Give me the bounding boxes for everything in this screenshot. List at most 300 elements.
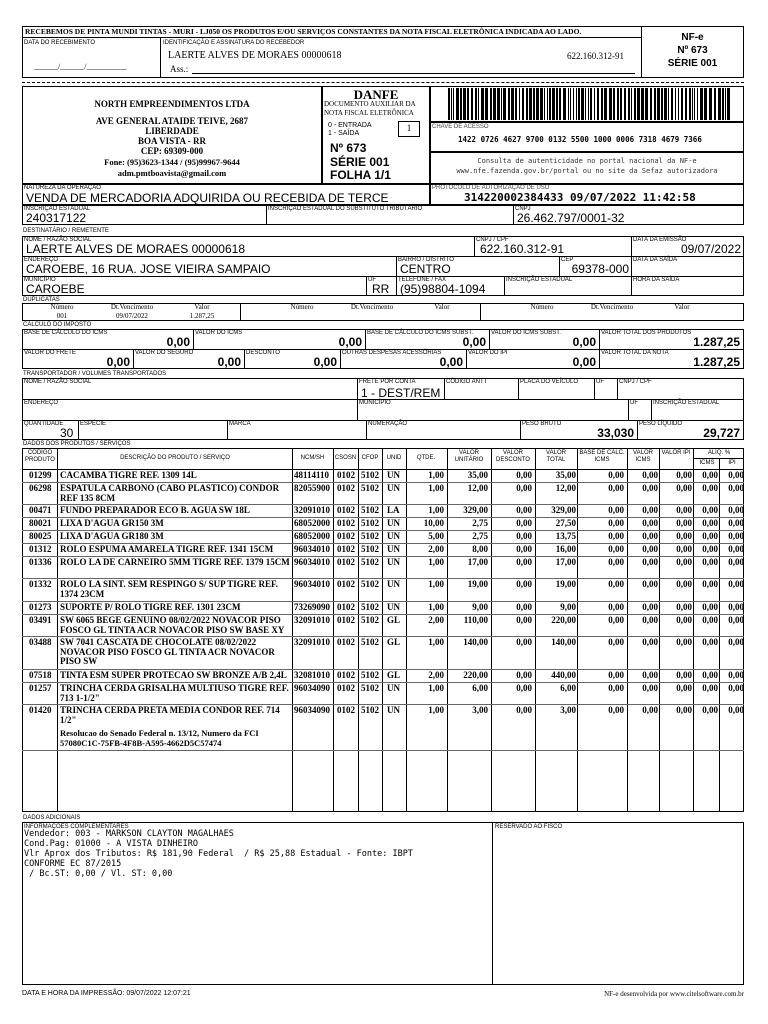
cell-unit: GL xyxy=(387,615,401,625)
cell-csosn: 0102 xyxy=(337,615,355,625)
v-icms-label: VALOR DO ICMS xyxy=(195,330,243,336)
cell-code: 80021 xyxy=(29,518,52,528)
fci-note-2: 57080C1C-75FB-4F8B-A595-4662D5C57474 xyxy=(60,738,222,748)
phone-label: TELEFONE / FAX xyxy=(398,277,447,283)
cell-vdesc: 0,00 xyxy=(516,518,532,528)
cell-vtotal: 3,00 xyxy=(560,705,576,715)
cell-qty: 1,00 xyxy=(428,505,444,515)
cell-aliq-ipi: 0,00 xyxy=(728,505,744,515)
protocol-label: PROTOCOLO DE AUTORIZAÇÃO DE USO xyxy=(432,185,550,191)
print-datetime: DATA E HORA DA IMPRESSÃO: 09/07/2022 12:07:21 xyxy=(22,990,191,997)
cell-ncm: 96034010 xyxy=(294,579,330,589)
th-ncm: NCM/SH xyxy=(300,455,325,461)
peso-liquido-label: PESO LÍQUIDO xyxy=(639,421,683,427)
cell-bcicms: 0,00 xyxy=(608,505,624,515)
cell-unit: UN xyxy=(387,602,400,612)
cell-aliq-ipi: 0,00 xyxy=(728,683,744,693)
cell-vicms: 0,00 xyxy=(642,505,658,515)
v-st-value: 0,00 xyxy=(572,335,596,349)
carrier-city-label: MUNICÍPIO xyxy=(359,400,391,406)
cell-ncm: 48114110 xyxy=(294,470,330,480)
cell-vicms: 0,00 xyxy=(642,557,658,567)
cell-vdesc: 0,00 xyxy=(516,557,532,567)
cell-unit: LA xyxy=(387,505,400,515)
cell-qty: 2,00 xyxy=(428,544,444,554)
info-line: Cond.Pag: 01000 - A VISTA DINHEIRO xyxy=(24,839,198,849)
cell-desc: TRINCHA CERDA PRETA MEDIA CONDOR REF. 714 1/2" xyxy=(60,705,280,725)
cell-unit: UN xyxy=(387,557,400,567)
cell-cfop: 5102 xyxy=(361,705,379,715)
cell-ncm: 96034010 xyxy=(294,544,330,554)
v-st-label: VALOR DO ICMS SUBST. xyxy=(491,330,561,336)
cell-vipi: 0,00 xyxy=(676,637,692,647)
ie-label: INSCRIÇÃO ESTADUAL xyxy=(24,206,91,212)
cell-vipi: 0,00 xyxy=(676,579,692,589)
barcode xyxy=(448,88,730,120)
antt-label: CÓDIGO ANTT xyxy=(446,379,488,385)
emitter-cep: CEP: 69309-000 xyxy=(140,146,204,156)
cell-code: 03491 xyxy=(29,615,52,625)
receipt-nfe-series: SÉRIE 001 xyxy=(667,58,718,69)
cell-vdesc: 0,00 xyxy=(516,615,532,625)
emitter-name: NORTH EMPREENDIMENTOS LTDA xyxy=(94,99,250,109)
bc-icms-label: BASE DE CÁLCULO DO ICMS xyxy=(24,330,108,336)
v-nota-label: VALOR TOTAL DA NOTA xyxy=(601,350,669,356)
cell-vipi: 0,00 xyxy=(676,505,692,515)
district-value: CENTRO xyxy=(400,262,451,276)
iest-label: INSCRIÇÃO ESTADUAL DO SUBSTITUTO TRIBUTÁRIO xyxy=(268,206,423,212)
address-label: ENDEREÇO xyxy=(24,257,59,263)
cell-vdesc: 0,00 xyxy=(516,602,532,612)
cell-unit: UN xyxy=(387,518,400,528)
cell-cfop: 5102 xyxy=(361,637,379,647)
cell-code: 80025 xyxy=(29,531,52,541)
protocol-value: 314220002384433 09/07/2022 11:42:58 xyxy=(464,191,696,204)
info-line: CONFORME EC 87/2015 xyxy=(24,859,122,869)
cell-bcicms: 0,00 xyxy=(608,544,624,554)
address-value: CAROEBE, 16 RUA. JOSE VIEIRA SAMPAIO xyxy=(26,262,271,276)
dup-h-num: Número xyxy=(290,303,314,311)
phone-value: (95)98804-1094 xyxy=(400,282,486,296)
cell-aliq-ipi: 0,00 xyxy=(728,670,744,680)
receipt-nfe-number: Nº 673 xyxy=(677,45,708,56)
carrier-address-label: ENDEREÇO xyxy=(24,400,59,406)
cell-bcicms: 0,00 xyxy=(608,615,624,625)
frete-conta-label: FRETE POR CONTA xyxy=(359,379,416,385)
cell-vunit: 3,00 xyxy=(472,705,488,715)
th-bcicms: BASE DE CÁLC. ICMS xyxy=(579,450,625,463)
cell-vipi: 0,00 xyxy=(676,531,692,541)
exit-date-label: DATA DA SAÍDA xyxy=(633,257,678,263)
cell-qty: 1,00 xyxy=(428,483,444,493)
cell-vdesc: 0,00 xyxy=(516,470,532,480)
cell-vunit: 110,00 xyxy=(463,615,488,625)
receipt-receiver-name: LAERTE ALVES DE MORAES 00000618 xyxy=(168,50,342,61)
cell-vunit: 8,00 xyxy=(472,544,488,554)
danfe-series: SÉRIE 001 xyxy=(330,155,390,169)
cell-vicms: 0,00 xyxy=(642,670,658,680)
outras-value: 0,00 xyxy=(439,355,463,369)
recipient-doc-label: CNPJ / CPF xyxy=(476,237,509,243)
cell-vdesc: 0,00 xyxy=(516,670,532,680)
cell-cfop: 5102 xyxy=(361,683,379,693)
cell-cfop: 5102 xyxy=(361,602,379,612)
cell-csosn: 0102 xyxy=(337,579,355,589)
cell-bcicms: 0,00 xyxy=(608,602,624,612)
cnpj-label: CNPJ xyxy=(515,206,531,212)
cell-code: 01257 xyxy=(29,683,52,693)
carrier-uf-label: UF xyxy=(596,379,604,385)
bc-icms-value: 0,00 xyxy=(166,335,190,349)
cell-aliq-icms: 0,00 xyxy=(702,579,718,589)
cell-vtotal: 16,00 xyxy=(555,544,576,554)
th-aliq: ALÍQ. % xyxy=(707,450,731,456)
info-label: INFORMAÇÕES COMPLEMENTARES xyxy=(24,824,129,830)
cell-vunit: 9,00 xyxy=(472,602,488,612)
th-vunit: VALOR UNITÁRIO xyxy=(454,450,484,463)
additional-section: DADOS ADICIONAIS xyxy=(23,815,81,821)
cell-aliq-icms: 0,00 xyxy=(702,615,718,625)
danfe-title: DANFE xyxy=(353,87,399,102)
th-aliq-ipi: IPI xyxy=(728,460,736,466)
cell-unit: UN xyxy=(387,705,400,715)
cell-csosn: 0102 xyxy=(337,670,355,680)
cell-bcicms: 0,00 xyxy=(608,670,624,680)
table-row xyxy=(24,580,744,600)
recipient-section: DESTINATÁRIO / REMETENTE xyxy=(23,228,109,234)
cell-ncm: 32091010 xyxy=(294,505,330,515)
outras-label: OUTRAS DESPESAS ACESSÓRIAS xyxy=(342,350,442,356)
emitter-district: LIBERDADE xyxy=(145,126,199,136)
cell-aliq-ipi: 0,00 xyxy=(728,579,744,589)
ipi-label: VALOR DO IPI xyxy=(468,350,508,356)
cell-ncm: 73269090 xyxy=(294,602,330,612)
receipt-nfe-title: NF-e xyxy=(681,32,704,43)
dup-h-num: Número xyxy=(530,303,554,311)
especie-label: ESPÉCIE xyxy=(80,421,107,427)
cell-vtotal: 12,00 xyxy=(555,483,576,493)
cell-aliq-icms: 0,00 xyxy=(702,470,718,480)
v-prod-label: VALOR TOTAL DOS PRODUTOS xyxy=(601,330,692,336)
cell-unit: UN xyxy=(387,470,400,480)
cell-aliq-icms: 0,00 xyxy=(702,531,718,541)
emitter-address: AVE GENERAL ATAIDE TEIVE, 2687 xyxy=(95,116,249,126)
cell-vunit: 329,00 xyxy=(463,505,488,515)
cell-cfop: 5102 xyxy=(361,505,379,515)
cell-csosn: 0102 xyxy=(337,470,355,480)
cell-ncm: 68052000 xyxy=(294,518,330,528)
cell-csosn: 0102 xyxy=(337,557,355,567)
cell-cfop: 5102 xyxy=(361,483,379,493)
cell-vdesc: 0,00 xyxy=(516,544,532,554)
cell-cfop: 5102 xyxy=(361,670,379,680)
cell-code: 01420 xyxy=(29,705,52,715)
cell-bcicms: 0,00 xyxy=(608,483,624,493)
marca-label: MARCA xyxy=(229,421,251,427)
cell-vipi: 0,00 xyxy=(676,670,692,680)
cell-qty: 5,00 xyxy=(428,531,444,541)
cell-vicms: 0,00 xyxy=(642,615,658,625)
th-desc: DESCRIÇÃO DO PRODUTO / SERVIÇO xyxy=(120,455,230,461)
cell-vicms: 0,00 xyxy=(642,470,658,480)
cell-qty: 1,00 xyxy=(428,602,444,612)
dup-valor: 1.287,25 xyxy=(189,312,215,320)
cell-ncm: 96034090 xyxy=(294,705,330,715)
emitter-email: adm.pmtboavista@gmail.com xyxy=(117,168,227,178)
cell-aliq-icms: 0,00 xyxy=(702,483,718,493)
cell-vicms: 0,00 xyxy=(642,637,658,647)
cell-vunit: 17,00 xyxy=(467,557,488,567)
cell-unit: GL xyxy=(387,670,401,680)
cell-vunit: 220,00 xyxy=(463,670,488,680)
danfe-subtitle-2: NOTA FISCAL ELETRÔNICA xyxy=(324,109,414,117)
cell-vdesc: 0,00 xyxy=(516,683,532,693)
cell-aliq-icms: 0,00 xyxy=(702,557,718,567)
cell-desc: LIXA D'AGUA GR180 3M xyxy=(60,531,164,541)
cell-vunit: 12,00 xyxy=(467,483,488,493)
cell-cfop: 5102 xyxy=(361,579,379,589)
cell-aliq-icms: 0,00 xyxy=(702,544,718,554)
carrier-ie-label: INSCRIÇÃO ESTADUAL xyxy=(653,400,720,406)
cell-ncm: 68052000 xyxy=(294,531,330,541)
cell-vipi: 0,00 xyxy=(676,518,692,528)
cell-bcicms: 0,00 xyxy=(608,518,624,528)
danfe-saida: 1 - SAÍDA xyxy=(328,130,360,137)
cell-cfop: 5102 xyxy=(361,518,379,528)
cell-csosn: 0102 xyxy=(337,683,355,693)
cell-ncm: 32091010 xyxy=(294,637,330,647)
cell-vipi: 0,00 xyxy=(676,602,692,612)
cell-vicms: 0,00 xyxy=(642,705,658,715)
cell-vunit: 35,00 xyxy=(467,470,488,480)
cell-bcicms: 0,00 xyxy=(608,705,624,715)
table-row xyxy=(24,637,744,666)
cell-code: 00471 xyxy=(29,505,52,515)
cell-qty: 1,00 xyxy=(428,579,444,589)
consult-line-2: www.nfe.fazenda.gov.br/portal ou no site da Sefaz autorizadora xyxy=(456,167,718,175)
access-key: 1422 0726 4627 9700 0132 5500 1000 0006 7318 4679 7366 xyxy=(458,135,702,144)
dup-h-venc: Dt.Vencimento xyxy=(590,303,634,311)
cell-csosn: 0102 xyxy=(337,705,355,715)
consult-line-1: Consulta de autenticidade no portal nacional da NF-e xyxy=(477,157,697,165)
cell-aliq-icms: 0,00 xyxy=(702,602,718,612)
nature-label: NATUREZA DA OPERAÇÃO xyxy=(24,185,101,191)
dup-h-venc: Dt.Vencimento xyxy=(350,303,394,311)
table-row xyxy=(24,706,744,726)
cell-qty: 1,00 xyxy=(428,683,444,693)
cell-aliq-ipi: 0,00 xyxy=(728,705,744,715)
danfe-number: Nº 673 xyxy=(330,141,367,155)
emitter-phones: Fone: (95)3623-1344 / (95)99967-9644 xyxy=(104,157,240,167)
cell-code: 01336 xyxy=(29,557,52,567)
cell-ncm: 96034010 xyxy=(294,557,330,567)
recipient-name: LAERTE ALVES DE MORAES 00000618 xyxy=(26,242,246,256)
receipt-text: RECEBEMOS DE PINTA MUNDI TINTAS - MURI - LJ050 OS PRODUTOS E/OU SERVIÇOS CONSTANTES DA NOTA FISCAL ELETRÔNICA INDICADA AO LADO. xyxy=(25,27,582,36)
dup-h-valor: Valor xyxy=(434,303,450,311)
cell-vipi: 0,00 xyxy=(676,544,692,554)
cell-aliq-ipi: 0,00 xyxy=(728,544,744,554)
receipt-receiver-doc: 622.160.312-91 xyxy=(567,51,624,61)
cell-bcicms: 0,00 xyxy=(608,470,624,480)
receipt-date-field: ______/______/__________ xyxy=(34,62,127,71)
cell-vdesc: 0,00 xyxy=(516,505,532,515)
cell-aliq-ipi: 0,00 xyxy=(728,637,744,647)
dup-h-venc: Dt.Vencimento xyxy=(110,303,154,311)
cell-desc: CACAMBA TIGRE REF. 1309 14L xyxy=(60,470,197,480)
recipient-ie-label: INSCRIÇÃO ESTADUAL xyxy=(506,277,573,283)
table-row xyxy=(24,684,744,704)
cell-code: 06298 xyxy=(29,483,52,493)
cell-ncm: 96034090 xyxy=(294,683,330,693)
receipt-sign-line xyxy=(192,73,635,74)
peso-liquido-value: 29,727 xyxy=(703,426,740,440)
developer-credit: NF-e desenvolvida por www.citelsoftware.com.br xyxy=(604,990,744,998)
cell-vipi: 0,00 xyxy=(676,557,692,567)
cell-vtotal: 329,00 xyxy=(551,505,576,515)
receipt-sign-label: Ass.: xyxy=(170,64,189,74)
ipi-value: 0,00 xyxy=(572,355,596,369)
cell-vdesc: 0,00 xyxy=(516,531,532,541)
cell-aliq-ipi: 0,00 xyxy=(728,531,744,541)
cell-vdesc: 0,00 xyxy=(516,579,532,589)
cell-desc: SW 7041 CASCATA DE CHOCOLATE 08/02/2022 NOVACOR PISO FOSCO GL TINTA ACR NOVACOR PISO SW xyxy=(60,637,275,666)
info-line: Vendedor: 003 - MARKSON CLAYTON MAGALHAES xyxy=(24,829,234,839)
seguro-value: 0,00 xyxy=(217,355,241,369)
cell-unit: UN xyxy=(387,483,400,493)
cell-desc: SUPORTE P/ ROLO TIGRE REF. 1301 23CM xyxy=(60,602,241,612)
cell-vipi: 0,00 xyxy=(676,483,692,493)
cell-cfop: 5102 xyxy=(361,531,379,541)
transport-section: TRANSPORTADOR / VOLUMES TRANSPORTADOS xyxy=(23,371,167,377)
cell-vicms: 0,00 xyxy=(642,518,658,528)
qtd-value: 30 xyxy=(60,426,74,440)
cell-ncm: 82055900 xyxy=(294,483,330,493)
danfe-folha: FOLHA 1/1 xyxy=(330,168,391,182)
cell-qty: 1,00 xyxy=(428,705,444,715)
cell-cfop: 5102 xyxy=(361,557,379,567)
cell-csosn: 0102 xyxy=(337,637,355,647)
cnpj-value: 26.462.797/0001-32 xyxy=(517,211,625,225)
dup-h-valor: Valor xyxy=(194,303,210,311)
cell-unit: GL xyxy=(387,637,401,647)
recipient-name-label: NOME / RAZÃO SOCIAL xyxy=(24,237,92,243)
cell-vunit: 2,75 xyxy=(472,531,488,541)
dup-h-valor: Valor xyxy=(674,303,690,311)
cell-csosn: 0102 xyxy=(337,505,355,515)
carrier-uf2-label: UF xyxy=(630,400,638,406)
cell-vtotal: 35,00 xyxy=(555,470,576,480)
peso-bruto-value: 33,030 xyxy=(597,426,634,440)
nature-value: VENDA DE MERCADORIA ADQUIRIDA OU RECEBIDA DE TERCE xyxy=(26,191,389,205)
cell-desc: ESPATULA CARBONO (CABO PLASTICO) CONDOR REF 135 8CM xyxy=(60,483,280,503)
cell-vicms: 0,00 xyxy=(642,531,658,541)
uf-label: UF xyxy=(368,277,376,283)
th-unid: UNID xyxy=(386,455,402,461)
info-line: / Bc.ST: 0,00 / Vl. ST: 0,00 xyxy=(24,869,173,879)
cell-vdesc: 0,00 xyxy=(516,637,532,647)
cell-cfop: 5102 xyxy=(361,615,379,625)
cell-desc: TRINCHA CERDA GRISALHA MULTIUSO TIGRE REF. 713 1-1/2" xyxy=(60,683,289,703)
cell-qty: 2,00 xyxy=(428,615,444,625)
frete-conta-value: 1 - DEST/REM xyxy=(361,386,441,400)
cell-code: 01273 xyxy=(29,602,52,612)
cell-qty: 1,00 xyxy=(428,470,444,480)
dup-num: 001 xyxy=(56,312,68,320)
cell-desc: TINTA ESM SUPER PROTECAO SW BRONZE A/B 2,4L xyxy=(60,670,287,680)
cell-bcicms: 0,00 xyxy=(608,579,624,589)
cell-qty: 2,00 xyxy=(428,670,444,680)
cell-code: 01332 xyxy=(29,579,52,589)
cell-qty: 10,00 xyxy=(423,518,444,528)
th-qtde: QTDE. xyxy=(416,455,436,461)
cell-vtotal: 19,00 xyxy=(555,579,576,589)
cell-aliq-icms: 0,00 xyxy=(702,518,718,528)
exit-hour-label: HORA DA SAÍDA xyxy=(633,277,680,283)
cell-aliq-ipi: 0,00 xyxy=(728,470,744,480)
v-nota-value: 1.287,25 xyxy=(693,355,740,369)
info-line: Vlr Aprox dos Tributos: R$ 181,90 Federal / R$ 25,88 Estadual - Fonte: IBPT xyxy=(24,849,413,859)
cell-code: 03488 xyxy=(29,637,52,647)
th-vtotal: VALOR TOTAL xyxy=(546,450,566,463)
th-vdesc: VALOR DESCONTO xyxy=(496,450,530,463)
table-row xyxy=(24,558,744,578)
qtd-label: QUANTIDADE xyxy=(24,421,64,427)
cep-label: CEP xyxy=(561,257,574,263)
cell-code: 01299 xyxy=(29,470,52,480)
th-csosn: CSOSN xyxy=(334,455,357,461)
cell-vtotal: 13,75 xyxy=(555,531,576,541)
cell-vipi: 0,00 xyxy=(676,705,692,715)
bc-st-value: 0,00 xyxy=(462,335,486,349)
table-row xyxy=(24,616,744,636)
th-vipi: VALOR IPI xyxy=(661,450,691,456)
cell-vicms: 0,00 xyxy=(642,683,658,693)
cell-vdesc: 0,00 xyxy=(516,705,532,715)
placa-label: PLACA DO VEÍCULO xyxy=(520,379,579,385)
cell-csosn: 0102 xyxy=(337,483,355,493)
cell-code: 01312 xyxy=(29,544,52,554)
v-icms-value: 0,00 xyxy=(338,335,362,349)
v-prod-value: 1.287,25 xyxy=(693,335,740,349)
cell-csosn: 0102 xyxy=(337,531,355,541)
cell-aliq-icms: 0,00 xyxy=(702,705,718,715)
ie-value: 240317122 xyxy=(26,211,87,225)
cell-vtotal: 17,00 xyxy=(555,557,576,567)
emitter-city: BOA VISTA - RR xyxy=(138,136,206,146)
emission-label: DATA DA EMISSÃO xyxy=(633,237,687,243)
receipt-id-label: IDENTIFICAÇÃO E ASSINATURA DO RECEBEDOR xyxy=(163,40,305,46)
desconto-value: 0,00 xyxy=(313,355,337,369)
cell-code: 07518 xyxy=(29,670,52,680)
cell-csosn: 0102 xyxy=(337,544,355,554)
cell-vipi: 0,00 xyxy=(676,470,692,480)
cell-aliq-ipi: 0,00 xyxy=(728,518,744,528)
cell-unit: UN xyxy=(387,531,400,541)
th-aliq-icms: ICMS xyxy=(699,460,715,466)
th-codigo: CÓDIGO PRODUTO xyxy=(25,450,55,463)
frete-label: VALOR DO FRETE xyxy=(24,350,76,356)
th-vicms: VALOR ICMS xyxy=(633,450,653,463)
numeracao-label: NUMERAÇÃO xyxy=(368,421,408,427)
district-label: BAIRRO / DISTRITO xyxy=(398,257,454,263)
cell-vunit: 6,00 xyxy=(472,683,488,693)
cell-vtotal: 220,00 xyxy=(551,615,576,625)
fisco-label: RESERVADO AO FISCO xyxy=(495,824,563,830)
tax-section: CÁLCULO DO IMPOSTO xyxy=(23,322,92,328)
table-row xyxy=(24,484,744,504)
cell-bcicms: 0,00 xyxy=(608,637,624,647)
th-cfop: CFOP xyxy=(361,455,379,461)
